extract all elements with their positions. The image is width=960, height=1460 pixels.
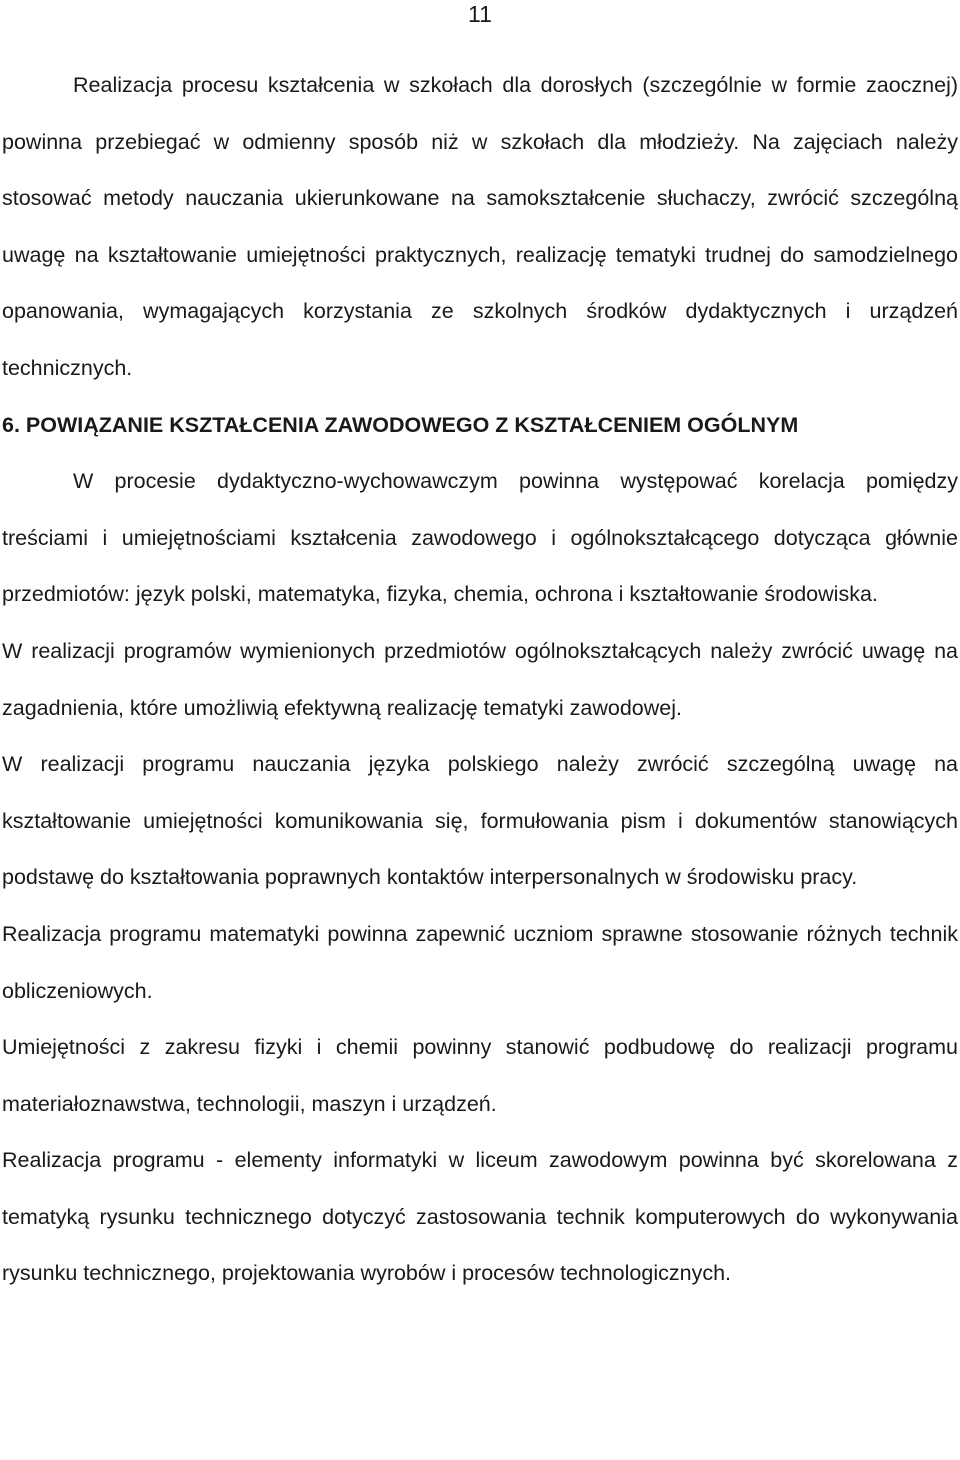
paragraph-physics-chemistry: Umiejętności z zakresu fizyki i chemii powinny stanowić podbudowę do realizacji programu materiałoznawstwa, technologii, maszyn i urządzeń. [2,1035,958,1116]
paragraph-adult-education: Realizacja procesu kształcenia w szkołach dla dorosłych (szczególnie w formie zaocznej) powinna przebiegać w odmienny sposób niż w szkołach dla młodzieży. Na zajęciach należy stosować metody nauczania ukierunkowane na samokształcenie słuchaczy, zwrócić szczególną uwagę na kształtowanie umiejętności praktycznych, realizację tematyki trudnej do samodzielnego opanowania, wymagających korzystania ze szkolnych środków dydaktycznych i urządzeń technicznych. [2,73,958,380]
paragraph-mathematics: Realizacja programu matematyki powinna zapewnić uczniom sprawne stosowanie różnych technik obliczeniowych. [2,921,958,1003]
section-heading: 6. POWIĄZANIE KSZTAŁCENIA ZAWODOWEGO Z KSZTAŁCENIEM OGÓLNYM [2,412,799,437]
paragraph-informatics: Realizacja programu - elementy informatyki w liceum zawodowym powinna być skorelowana z tematyką rysunku technicznego dotyczyć zastosowania technik komputerowych do wykonywania rysunku technicznego, projektowania wyrobów i procesów technologicznych. [2,1148,958,1286]
paragraph-polish-language: W realizacji programu nauczania języka polskiego należy zwrócić szczególną uwagę na kształtowanie umiejętności komunikowania się, formułowania pism i dokumentów stanowiących podstawę do kształtowania poprawnych kontaktów interpersonalnych w środowisku pracy. [2,752,958,890]
page-number: 11 [468,1,492,27]
document-body [2,57,958,1302]
paragraph-correlation: W procesie dydaktyczno-wychowawczym powinna występować korelacja pomiędzy treściami i umiejętnościami kształcenia zawodowego i ogólnokształcącego dotycząca głównie przedmiotów: język polski, matematyka, fizyka, chemia, ochrona i kształtowanie środowiska. [2,469,958,607]
paragraph-general-subjects: W realizacji programów wymienionych przedmiotów ogólnokształcących należy zwrócić uwagę na zagadnienia, które umożliwią efektywną realizację tematyki zawodowej. [2,638,958,720]
